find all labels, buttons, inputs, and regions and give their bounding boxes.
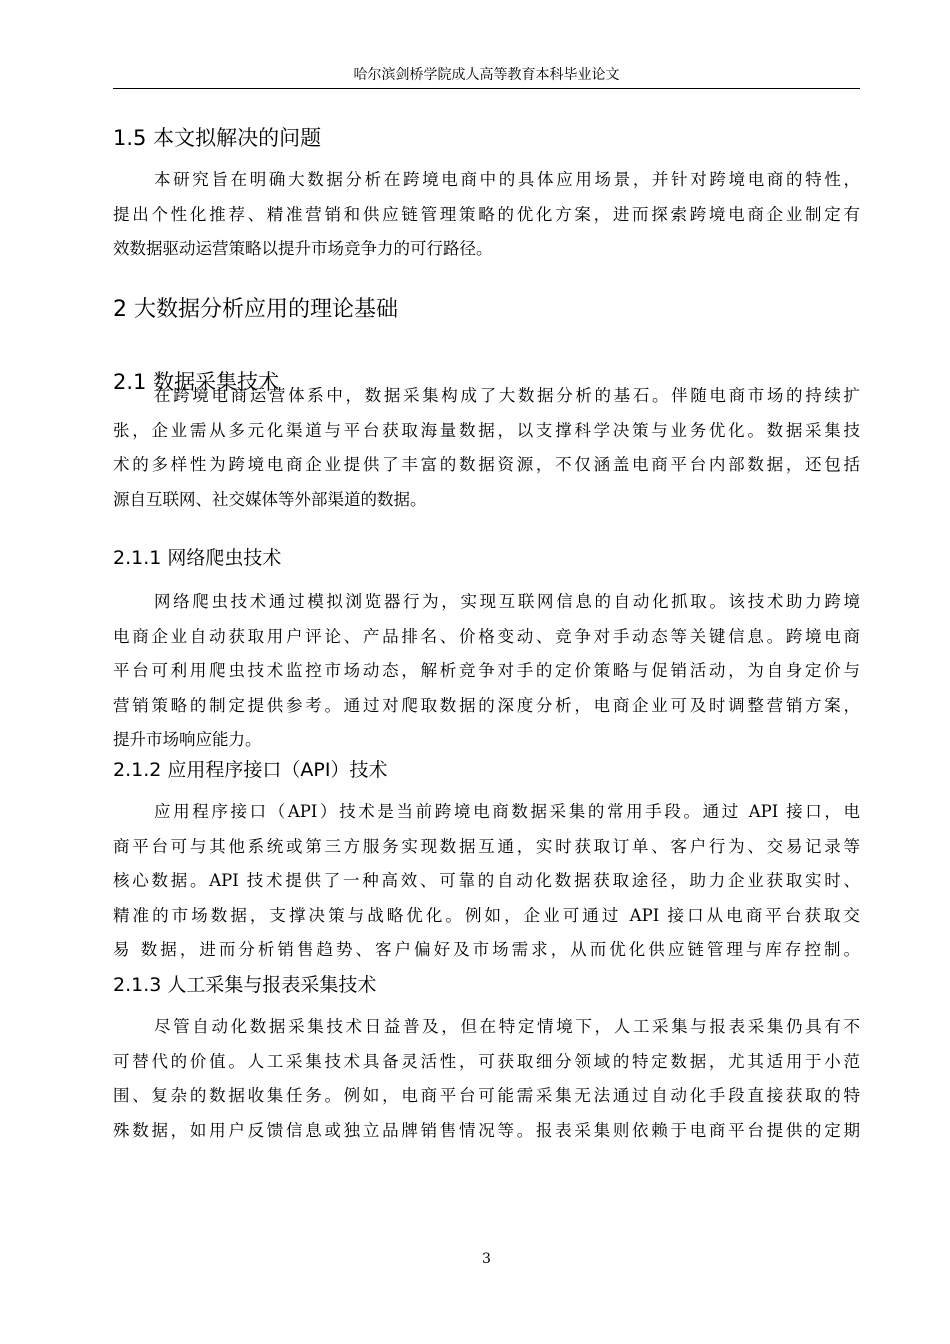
text-line: 营销策略的制定提供参考。通过对爬取数据的深度分析，电商企业可及时调整营销方案， xyxy=(113,695,860,715)
paragraph-2-1-3 xyxy=(113,1010,860,1148)
paragraph-2-1-body xyxy=(113,379,860,517)
text-line: 电商企业自动获取用户评论、产品排名、价格变动、竞争对手动态等关键信息。跨境电商 xyxy=(113,626,860,646)
text-line: 网络爬虫技术通过模拟浏览器行为，实现互联网信息的自动化抓取。该技术助力跨境 xyxy=(154,592,860,611)
section-heading-2-1-1: 2.1.1 网络爬虫技术 xyxy=(113,547,282,569)
text-line: 精准的市场数据，支撑决策与战略优化。例如，企业可通过 API 接口从电商平台获取交 xyxy=(113,905,860,925)
header-rule xyxy=(113,88,860,89)
page-number: 3 xyxy=(482,1251,491,1267)
text-line: 术的多样性为跨境电商企业提供了丰富的数据资源，不仅涵盖电商平台内部数据，还包括 xyxy=(113,455,860,474)
text-line: 殊数据，如用户反馈信息或独立品牌销售情况等。报表采集则依赖于电商平台提供的定期 xyxy=(113,1120,860,1140)
text-line: 提出个性化推荐、精准营销和供应链管理策略的优化方案，进而探索跨境电商企业制定有 xyxy=(113,204,860,224)
text-line: 平台可利用爬虫技术监控市场动态，解析竞争对手的定价策略与促销活动，为自身定价与 xyxy=(113,661,860,680)
text-line: 提升市场响应能力。 xyxy=(113,730,262,749)
text-line: 效数据驱动运营策略以提升市场竞争力的可行路径。 xyxy=(113,239,493,258)
text-line: 尽管自动化数据采集技术日益普及，但在特定情境下，人工采集与报表采集仍具有不 xyxy=(154,1017,860,1036)
text-line: 易 数据，进而分析销售趋势、客户偏好及市场需求，从而优化供应链管理与库存控制。 xyxy=(113,940,860,959)
text-line: 应用程序接口（API）技术是当前跨境电商数据采集的常用手段。通过 API 接口，电 xyxy=(154,802,860,821)
text-line: 本研究旨在明确大数据分析在跨境电商中的具体应用场景，并针对跨境电商的特性， xyxy=(154,170,860,189)
text-line: 在跨境电商运营体系中，数据采集构成了大数据分析的基石。伴随电商市场的持续扩 xyxy=(154,386,860,405)
text-line: 核心数据。API 技术提供了一种高效、可靠的自动化数据获取途径，助力企业获取实时、 xyxy=(113,871,860,890)
section-heading-2-1: 2.1 数据采集技术 xyxy=(113,370,280,394)
text-line: 张，企业需从多元化渠道与平台获取海量数据，以支撑科学决策与业务优化。数据采集技 xyxy=(113,420,860,440)
section-heading-2-1-3: 2.1.3 人工采集与报表采集技术 xyxy=(113,974,377,996)
text-line: 围、复杂的数据收集任务。例如，电商平台可能需采集无法通过自动化手段直接获取的特 xyxy=(113,1086,860,1105)
running-header: 哈尔滨剑桥学院成人高等教育本科毕业论文 xyxy=(353,67,620,83)
text-line: 源自互联网、社交媒体等外部渠道的数据。 xyxy=(113,489,427,509)
paragraph-2-1-2 xyxy=(113,795,860,968)
section-heading-2-1-2: 2.1.2 应用程序接口（API）技术 xyxy=(113,759,388,781)
chapter-heading-2: 2 大数据分析应用的理论基础 xyxy=(113,297,398,322)
paragraph-1-5 xyxy=(113,163,860,267)
paragraph-2-1-1 xyxy=(113,585,860,758)
section-heading-1-5: 1.5 本文拟解决的问题 xyxy=(113,126,322,150)
text-line: 可替代的价值。人工采集技术具备灵活性，可获取细分领域的特定数据，尤其适用于小范 xyxy=(113,1051,860,1071)
text-line: 商平台可与其他系统或第三方服务实现数据互通，实时获取订单、客户行为、交易记录等 xyxy=(113,836,860,856)
